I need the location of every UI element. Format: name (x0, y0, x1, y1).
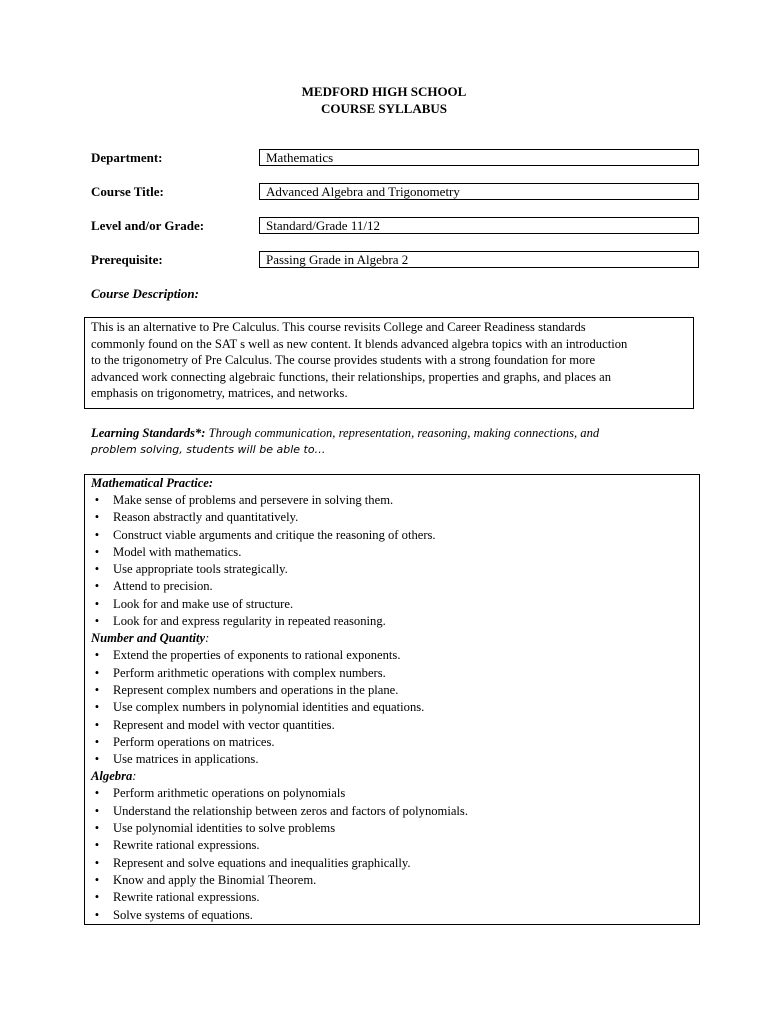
list-item (91, 717, 693, 734)
list-item (91, 492, 693, 509)
list-item-text: Model with mathematics. (113, 544, 242, 559)
list-item (91, 578, 693, 595)
bullet-icon: • (94, 890, 100, 905)
bullet-icon: • (94, 700, 100, 715)
bullet-icon: • (94, 872, 100, 887)
description-line: to the trigonometry of Pre Calculus. The course provides students with a strong foundation for more (91, 353, 596, 368)
bullet-icon: • (94, 665, 100, 680)
bullet-icon: • (94, 786, 100, 801)
bullet-icon: • (94, 562, 100, 577)
list-item-text: Use appropriate tools strategically. (113, 562, 288, 577)
document-title: COURSE SYLLABUS (320, 101, 448, 116)
list-item (91, 889, 693, 906)
heading-colon: : (132, 769, 137, 784)
level-grade-field: Standard/Grade 11/12 (259, 217, 699, 234)
list-item-text: Solve systems of equations. (113, 907, 253, 922)
school-name: MEDFORD HIGH SCHOOL (301, 84, 467, 99)
standards-box (84, 474, 700, 925)
list-item (91, 665, 693, 682)
list-item (91, 751, 693, 768)
algebra-list (91, 785, 693, 923)
list-item-text: Reason abstractly and quantitatively. (113, 510, 299, 525)
bullet-icon: • (94, 821, 100, 836)
list-item (91, 544, 693, 561)
list-item (91, 613, 693, 630)
list-item-text: Use polynomial identities to solve problems (113, 821, 336, 836)
level-grade-label: Level and/or Grade: (91, 218, 205, 233)
list-item-text: Construct viable arguments and critique the reasoning of others. (113, 527, 436, 542)
list-item (91, 855, 693, 872)
list-item-text: Know and apply the Binomial Theorem. (113, 872, 317, 887)
bullet-icon: • (94, 493, 100, 507)
list-item-text: Represent complex numbers and operations in the plane. (113, 682, 399, 697)
list-item-text: Look for and make use of structure. (113, 596, 294, 611)
algebra-heading (91, 768, 693, 785)
course-description-title: Course Description: (91, 286, 199, 301)
mathematical-practice-list (91, 492, 693, 630)
bullet-icon: • (94, 510, 100, 525)
department-field: Mathematics (259, 149, 699, 166)
bullet-icon: • (94, 752, 100, 767)
bullet-icon: • (94, 734, 100, 749)
list-item-text: Understand the relationship between zeros and factors of polynomials. (113, 803, 468, 818)
list-item-text: Perform arithmetic operations with complex numbers. (113, 665, 386, 680)
course-title-field: Advanced Algebra and Trigonometry (259, 183, 699, 200)
prerequisite-label: Prerequisite: (91, 252, 163, 267)
list-item-text: Perform operations on matrices. (113, 734, 275, 749)
learning-standards-text-2: problem solving, students will be able to… (91, 443, 326, 456)
bullet-icon: • (94, 855, 100, 870)
list-item-text: Rewrite rational expressions. (113, 838, 260, 853)
list-item-text: Represent and model with vector quantities. (113, 717, 335, 732)
number-quantity-title: Number and Quantity (91, 631, 206, 646)
heading-colon: : (205, 631, 210, 646)
list-item (91, 682, 693, 699)
list-item (91, 699, 693, 716)
prerequisite-field: Passing Grade in Algebra 2 (259, 251, 699, 268)
list-item-text: Look for and express regularity in repeated reasoning. (113, 614, 386, 629)
list-item (91, 803, 693, 820)
bullet-icon: • (94, 648, 100, 663)
list-item (91, 820, 693, 837)
mathematical-practice-heading: Mathematical Practice: (91, 476, 214, 490)
bullet-icon: • (94, 838, 100, 853)
number-quantity-list (91, 647, 693, 768)
list-item (91, 734, 693, 751)
list-item (91, 837, 693, 854)
list-item (91, 785, 693, 802)
bullet-icon: • (94, 527, 100, 542)
bullet-icon: • (94, 803, 100, 818)
list-item-text: Represent and solve equations and inequalities graphically. (113, 855, 411, 870)
list-item-text: Use matrices in applications. (113, 752, 259, 767)
description-line: commonly found on the SAT s well as new content. It blends advanced algebra topics with an introduction (91, 336, 628, 351)
bullet-icon: • (94, 596, 100, 611)
learning-standards-text: Through communication, representation, reasoning, making connections, and (205, 426, 600, 440)
list-item-text: Attend to precision. (113, 579, 213, 594)
algebra-title: Algebra (91, 769, 133, 784)
description-line: advanced work connecting algebraic functions, their relationships, properties and graphs, and places an (91, 369, 612, 384)
list-item-text: Rewrite rational expressions. (113, 890, 260, 905)
bullet-icon: • (94, 907, 100, 922)
learning-standards-intro (91, 425, 671, 458)
bullet-icon: • (94, 717, 100, 732)
bullet-icon: • (94, 544, 100, 559)
department-label: Department: (91, 150, 163, 165)
course-title-label: Course Title: (91, 184, 164, 199)
bullet-icon: • (94, 682, 100, 697)
list-item-text: Extend the properties of exponents to rational exponents. (113, 648, 401, 663)
list-item (91, 527, 693, 544)
bullet-icon: • (94, 579, 100, 594)
bullet-icon: • (94, 614, 100, 629)
course-description-box (84, 317, 694, 409)
list-item (91, 561, 693, 578)
list-item-text: Make sense of problems and persevere in solving them. (113, 493, 394, 507)
description-line: emphasis on trigonometry, matrices, and networks. (91, 386, 348, 401)
number-quantity-heading (91, 630, 693, 647)
list-item (91, 907, 693, 924)
list-item-text: Use complex numbers in polynomial identities and equations. (113, 700, 425, 715)
list-item (91, 509, 693, 526)
list-item (91, 647, 693, 664)
description-line: This is an alternative to Pre Calculus. This course revisits College and Career Readiness standards (91, 320, 586, 334)
list-item (91, 596, 693, 613)
list-item-text: Perform arithmetic operations on polynomials (113, 786, 346, 801)
learning-standards-label: Learning Standards*: (91, 426, 206, 440)
list-item (91, 872, 693, 889)
